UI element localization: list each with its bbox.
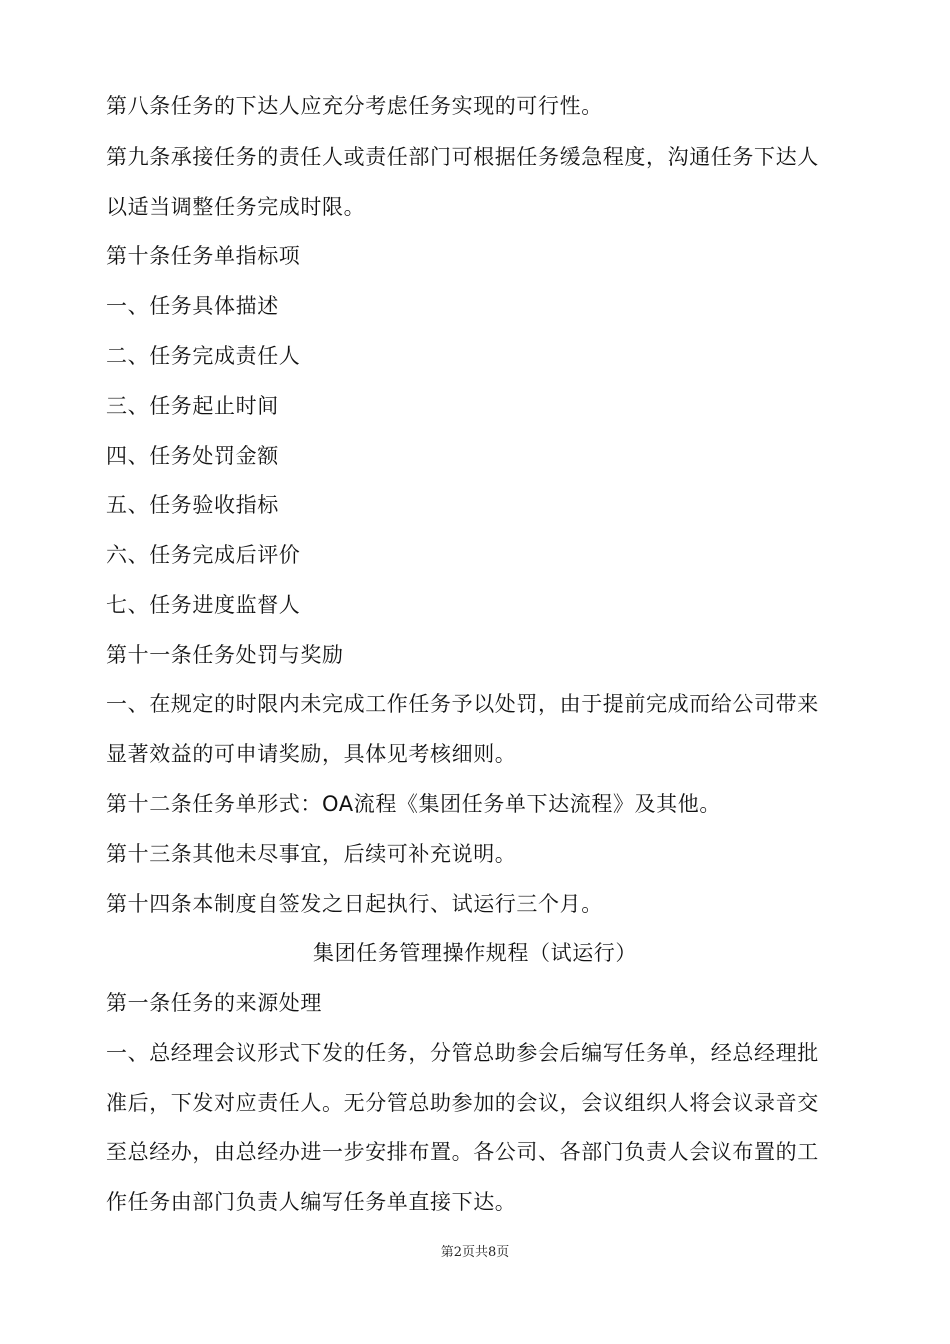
text-line-article-11-cont: 显著效益的可申请奖励，具体见考核细则。 <box>106 742 517 766</box>
text-line-paragraph: 作任务由部门负责人编写任务单直接下达。 <box>106 1190 517 1214</box>
text-line-paragraph: 一、总经理会议形式下发的任务，分管总助参会后编写任务单，经总经理批 <box>106 1041 819 1065</box>
text-line-article-13: 第十三条其他未尽事宜，后续可补充说明。 <box>106 842 517 866</box>
text-line-paragraph: 至总经办，由总经办进一步安排布置。各公司、各部门负责人会议布置的工 <box>106 1140 819 1164</box>
list-item: 三、任务起止时间 <box>106 394 279 418</box>
list-item: 一、任务具体描述 <box>106 294 279 318</box>
list-item: 二、任务完成责任人 <box>106 344 301 368</box>
page-number-footer: 第2页共8页 <box>440 1245 510 1260</box>
list-item: 六、任务完成后评价 <box>106 543 301 567</box>
list-item: 五、任务验收指标 <box>106 493 279 517</box>
section-title: 集团任务管理操作规程（试运行） <box>313 941 637 965</box>
list-item: 七、任务进度监督人 <box>106 593 301 617</box>
text-line-article-9: 第九条承接任务的责任人或责任部门可根据任务缓急程度，沟通任务下达人 <box>106 145 819 169</box>
text-line-article-10: 第十条任务单指标项 <box>106 244 301 268</box>
list-item: 四、任务处罚金额 <box>106 444 279 468</box>
text-line-article-11: 第十一条任务处罚与奖励 <box>106 643 344 667</box>
text-line-article-12: 第十二条任务单形式：OA流程《集团任务单下达流程》及其他。 <box>106 792 721 816</box>
text-line-paragraph: 准后，下发对应责任人。无分管总助参加的会议，会议组织人将会议录音交 <box>106 1091 819 1115</box>
text-line-article-8: 第八条任务的下达人应充分考虑任务实现的可行性。 <box>106 94 603 118</box>
text-line-article-1: 第一条任务的来源处理 <box>106 991 322 1015</box>
text-line-article-11-item: 一、在规定的时限内未完成工作任务予以处罚，由于提前完成而给公司带来 <box>106 692 819 716</box>
text-line-article-9-cont: 以适当调整任务完成时限。 <box>106 195 366 219</box>
text-line-article-14: 第十四条本制度自签发之日起执行、试运行三个月。 <box>106 892 603 916</box>
